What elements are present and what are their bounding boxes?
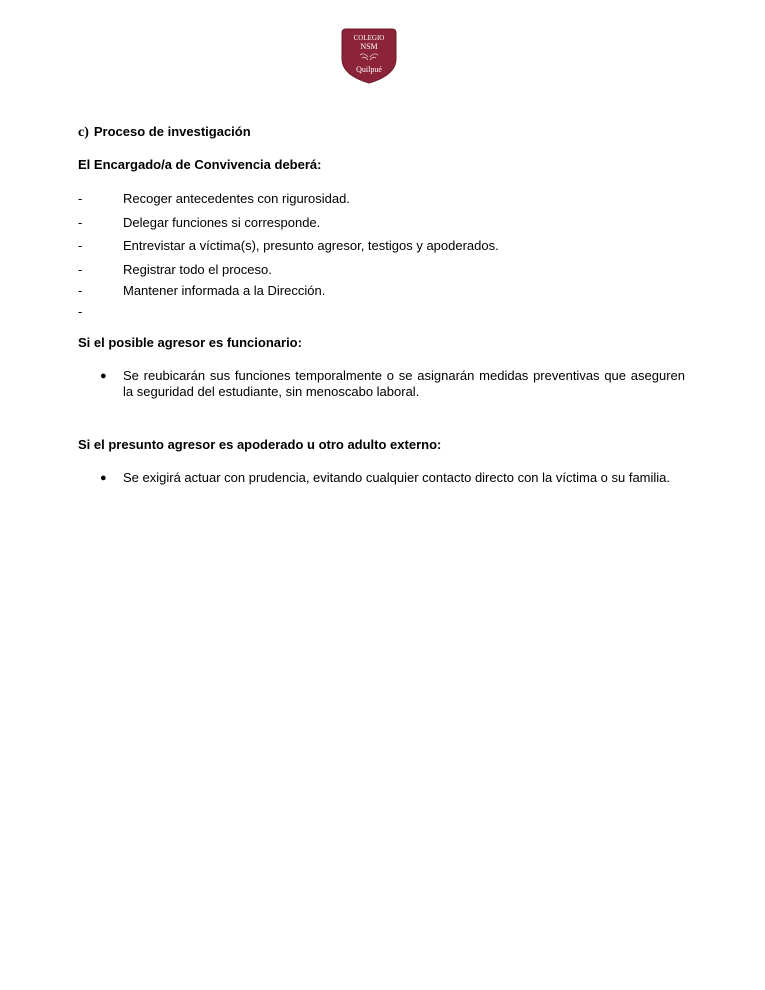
- list-item-text: Entrevistar a víctima(s), presunto agresor, testigos y apoderados.: [123, 238, 499, 253]
- bullet-item-text: Se reubicarán sus funciones temporalmente o se asignarán medidas preventivas que aseguren la seguridad del estudiante, sin menoscabo laboral.: [123, 368, 685, 399]
- bullet-marker: ●: [100, 370, 107, 382]
- list-item-text: Delegar funciones si corresponde.: [123, 215, 321, 230]
- school-logo: [340, 25, 398, 85]
- section-heading: [78, 124, 251, 141]
- section-title: Proceso de investigación: [93, 124, 251, 139]
- funcionario-heading: Si el posible agresor es funcionario:: [78, 335, 302, 350]
- encargado-heading: El Encargado/a de Convivencia deberá:: [78, 157, 322, 172]
- dash-marker: -: [78, 262, 83, 277]
- list-item-text: Recoger antecedentes con rigurosidad.: [123, 191, 350, 206]
- dash-marker: -: [78, 238, 83, 253]
- dash-marker: -: [78, 283, 83, 298]
- dash-marker: -: [78, 215, 83, 230]
- bullet-item-text: Se exigirá actuar con prudencia, evitando cualquier contacto directo con la víctima o su familia.: [123, 470, 671, 485]
- logo-line2: NSM: [360, 42, 378, 51]
- list-item-text: Registrar todo el proceso.: [123, 262, 272, 277]
- logo-line3: Quilpué: [356, 65, 382, 74]
- bullet-marker: ●: [100, 472, 107, 484]
- list-item-text: Mantener informada a la Dirección.: [123, 283, 326, 298]
- apoderado-heading: Si el presunto agresor es apoderado u otro adulto externo:: [78, 437, 442, 452]
- shield-crest-icon: [340, 25, 398, 85]
- logo-line1: COLEGIO: [353, 34, 385, 42]
- dash-marker: -: [78, 191, 83, 206]
- section-marker: c): [78, 125, 89, 140]
- dash-marker: -: [78, 304, 83, 319]
